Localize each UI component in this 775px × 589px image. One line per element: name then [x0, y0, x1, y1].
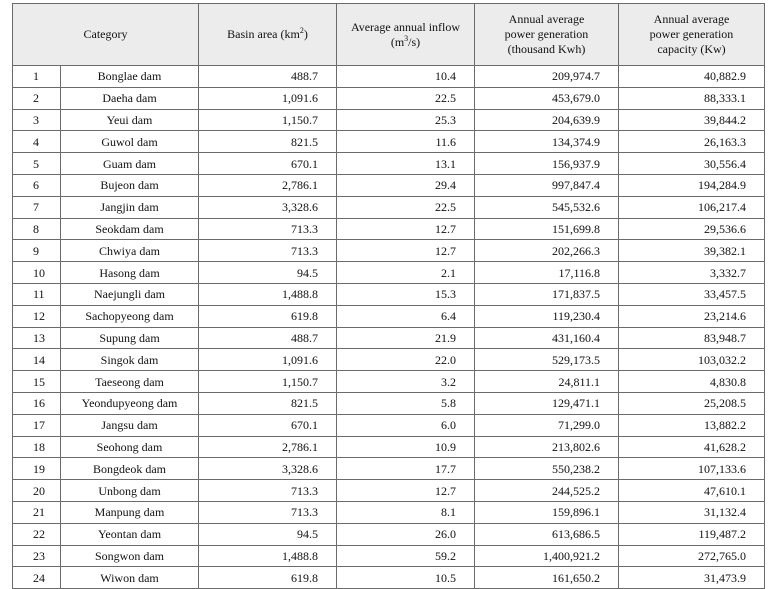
- capacity-value: 106,217.4: [619, 196, 765, 218]
- table-row: [13, 567, 765, 589]
- capacity-value: 30,556.4: [619, 153, 765, 175]
- dam-name: Sachopyeong dam: [61, 305, 199, 327]
- row-number: 15: [13, 371, 61, 393]
- row-number: 4: [13, 131, 61, 153]
- basin-area-value: 1,091.6: [199, 87, 337, 109]
- basin-area-value: 1,488.8: [199, 545, 337, 567]
- header-row: [13, 4, 765, 66]
- inflow-value: 13.1: [337, 153, 475, 175]
- table-row: [13, 436, 765, 458]
- generation-value: 209,974.7: [475, 66, 619, 88]
- generation-value: 997,847.4: [475, 174, 619, 196]
- capacity-value: 272,765.0: [619, 545, 765, 567]
- capacity-value: 31,132.4: [619, 501, 765, 523]
- inflow-value: 25.3: [337, 109, 475, 131]
- generation-value: 202,266.3: [475, 240, 619, 262]
- row-number: 17: [13, 414, 61, 436]
- generation-value: 550,238.2: [475, 458, 619, 480]
- inflow-value: 10.4: [337, 66, 475, 88]
- table-row: [13, 66, 765, 88]
- row-number: 16: [13, 392, 61, 414]
- header-average-inflow: Average annual inflow $(m^3/s)$: [337, 4, 475, 66]
- table-row: [13, 371, 765, 393]
- dam-name: Jangsu dam: [61, 414, 199, 436]
- table-row: [13, 153, 765, 175]
- capacity-value: 23,214.6: [619, 305, 765, 327]
- dam-name: Naejungli dam: [61, 283, 199, 305]
- capacity-value: 194,284.9: [619, 174, 765, 196]
- generation-value: 134,374.9: [475, 131, 619, 153]
- capacity-value: 119,487.2: [619, 523, 765, 545]
- row-number: 6: [13, 174, 61, 196]
- row-number: 7: [13, 196, 61, 218]
- capacity-value: 103,032.2: [619, 349, 765, 371]
- inflow-value: 29.4: [337, 174, 475, 196]
- capacity-value: 3,332.7: [619, 262, 765, 284]
- generation-value: 119,230.4: [475, 305, 619, 327]
- basin-area-value: 94.5: [199, 262, 337, 284]
- dam-name: Manpung dam: [61, 501, 199, 523]
- generation-value: 156,937.9: [475, 153, 619, 175]
- header-generation-capacity: Annual average power generation capacity (Kw): [619, 4, 765, 66]
- capacity-value: 13,882.2: [619, 414, 765, 436]
- basin-area-value: 619.8: [199, 305, 337, 327]
- table-row: [13, 196, 765, 218]
- capacity-value: 31,473.9: [619, 567, 765, 589]
- table-row: [13, 501, 765, 523]
- capacity-value: 26,163.3: [619, 131, 765, 153]
- dam-name: Bongdeok dam: [61, 458, 199, 480]
- basin-area-value: 1,150.7: [199, 109, 337, 131]
- generation-value: 151,699.8: [475, 218, 619, 240]
- inflow-value: 12.7: [337, 240, 475, 262]
- table-row: [13, 305, 765, 327]
- generation-value: 17,116.8: [475, 262, 619, 284]
- capacity-value: 25,208.5: [619, 392, 765, 414]
- capacity-value: 83,948.7: [619, 327, 765, 349]
- dam-name: Daeha dam: [61, 87, 199, 109]
- inflow-value: 59.2: [337, 545, 475, 567]
- row-number: 12: [13, 305, 61, 327]
- dam-name: Yeontan dam: [61, 523, 199, 545]
- inflow-value: 3.2: [337, 371, 475, 393]
- basin-area-value: 1,488.8: [199, 283, 337, 305]
- row-number: 18: [13, 436, 61, 458]
- dam-name: Unbong dam: [61, 480, 199, 502]
- row-number: 14: [13, 349, 61, 371]
- inflow-value: 11.6: [337, 131, 475, 153]
- row-number: 20: [13, 480, 61, 502]
- dam-name: Yeui dam: [61, 109, 199, 131]
- inflow-value: 22.5: [337, 87, 475, 109]
- inflow-value: 22.0: [337, 349, 475, 371]
- header-basin-area: Basin area $(km^2)$: [199, 4, 337, 66]
- generation-value: 529,173.5: [475, 349, 619, 371]
- generation-value: 161,650.2: [475, 567, 619, 589]
- inflow-value: 22.5: [337, 196, 475, 218]
- generation-value: 204,639.9: [475, 109, 619, 131]
- capacity-value: 40,882.9: [619, 66, 765, 88]
- row-number: 10: [13, 262, 61, 284]
- row-number: 13: [13, 327, 61, 349]
- dam-name: Supung dam: [61, 327, 199, 349]
- inflow-value: 10.5: [337, 567, 475, 589]
- table-body: [13, 66, 765, 589]
- row-number: 9: [13, 240, 61, 262]
- row-number: 2: [13, 87, 61, 109]
- generation-value: 24,811.1: [475, 371, 619, 393]
- row-number: 1: [13, 66, 61, 88]
- dam-power-table: [12, 3, 765, 589]
- basin-area-value: 94.5: [199, 523, 337, 545]
- capacity-value: 39,844.2: [619, 109, 765, 131]
- basin-area-value: 821.5: [199, 131, 337, 153]
- dam-name: Jangjin dam: [61, 196, 199, 218]
- basin-area-value: 713.3: [199, 501, 337, 523]
- row-number: 21: [13, 501, 61, 523]
- table-row: [13, 414, 765, 436]
- basin-area-value: 1,150.7: [199, 371, 337, 393]
- capacity-value: 88,333.1: [619, 87, 765, 109]
- capacity-value: 29,536.6: [619, 218, 765, 240]
- inflow-value: 6.0: [337, 414, 475, 436]
- generation-value: 613,686.5: [475, 523, 619, 545]
- inflow-value: 15.3: [337, 283, 475, 305]
- capacity-value: 4,830.8: [619, 371, 765, 393]
- generation-value: 71,299.0: [475, 414, 619, 436]
- dam-name: Songwon dam: [61, 545, 199, 567]
- dam-name: Bonglae dam: [61, 66, 199, 88]
- dam-name: Bujeon dam: [61, 174, 199, 196]
- capacity-value: 41,628.2: [619, 436, 765, 458]
- row-number: 22: [13, 523, 61, 545]
- generation-value: 159,896.1: [475, 501, 619, 523]
- dam-name: Seohong dam: [61, 436, 199, 458]
- dam-name: Chwiya dam: [61, 240, 199, 262]
- inflow-value: 12.7: [337, 218, 475, 240]
- table-row: [13, 523, 765, 545]
- generation-value: 453,679.0: [475, 87, 619, 109]
- basin-area-value: 713.3: [199, 480, 337, 502]
- table-row: [13, 131, 765, 153]
- generation-value: 545,532.6: [475, 196, 619, 218]
- table-row: [13, 109, 765, 131]
- table-row: [13, 349, 765, 371]
- header-power-generation: Annual average power generation (thousand Kwh): [475, 4, 619, 66]
- capacity-value: 107,133.6: [619, 458, 765, 480]
- table-row: [13, 218, 765, 240]
- inflow-value: 26.0: [337, 523, 475, 545]
- inflow-value: 21.9: [337, 327, 475, 349]
- dam-name: Seokdam dam: [61, 218, 199, 240]
- table-row: [13, 327, 765, 349]
- dam-name: Wiwon dam: [61, 567, 199, 589]
- table-row: [13, 458, 765, 480]
- row-number: 24: [13, 567, 61, 589]
- inflow-value: 6.4: [337, 305, 475, 327]
- table-row: [13, 87, 765, 109]
- table-row: [13, 283, 765, 305]
- inflow-value: 10.9: [337, 436, 475, 458]
- generation-value: 213,802.6: [475, 436, 619, 458]
- row-number: 11: [13, 283, 61, 305]
- basin-area-value: 488.7: [199, 66, 337, 88]
- capacity-value: 47,610.1: [619, 480, 765, 502]
- inflow-value: 2.1: [337, 262, 475, 284]
- basin-area-value: 3,328.6: [199, 458, 337, 480]
- inflow-value: 12.7: [337, 480, 475, 502]
- dam-name: Singok dam: [61, 349, 199, 371]
- basin-area-value: 713.3: [199, 218, 337, 240]
- dam-name: Guam dam: [61, 153, 199, 175]
- generation-value: 431,160.4: [475, 327, 619, 349]
- basin-area-value: 3,328.6: [199, 196, 337, 218]
- row-number: 19: [13, 458, 61, 480]
- dam-name: Yeondupyeong dam: [61, 392, 199, 414]
- basin-area-value: 2,786.1: [199, 436, 337, 458]
- dam-name: Hasong dam: [61, 262, 199, 284]
- row-number: 8: [13, 218, 61, 240]
- row-number: 23: [13, 545, 61, 567]
- basin-area-value: 619.8: [199, 567, 337, 589]
- header-category: Category: [13, 4, 199, 66]
- table-row: [13, 240, 765, 262]
- capacity-value: 33,457.5: [619, 283, 765, 305]
- capacity-value: 39,382.1: [619, 240, 765, 262]
- inflow-value: 17.7: [337, 458, 475, 480]
- generation-value: 129,471.1: [475, 392, 619, 414]
- row-number: 5: [13, 153, 61, 175]
- generation-value: 171,837.5: [475, 283, 619, 305]
- row-number: 3: [13, 109, 61, 131]
- table-row: [13, 262, 765, 284]
- basin-area-value: 488.7: [199, 327, 337, 349]
- basin-area-value: 713.3: [199, 240, 337, 262]
- basin-area-value: 2,786.1: [199, 174, 337, 196]
- table-row: [13, 545, 765, 567]
- dam-name: Taeseong dam: [61, 371, 199, 393]
- basin-area-value: 670.1: [199, 414, 337, 436]
- generation-value: 1,400,921.2: [475, 545, 619, 567]
- table-row: [13, 480, 765, 502]
- dam-name: Guwol dam: [61, 131, 199, 153]
- basin-area-value: 1,091.6: [199, 349, 337, 371]
- basin-area-value: 821.5: [199, 392, 337, 414]
- table-row: [13, 174, 765, 196]
- generation-value: 244,525.2: [475, 480, 619, 502]
- inflow-value: 5.8: [337, 392, 475, 414]
- table-row: [13, 392, 765, 414]
- inflow-value: 8.1: [337, 501, 475, 523]
- basin-area-value: 670.1: [199, 153, 337, 175]
